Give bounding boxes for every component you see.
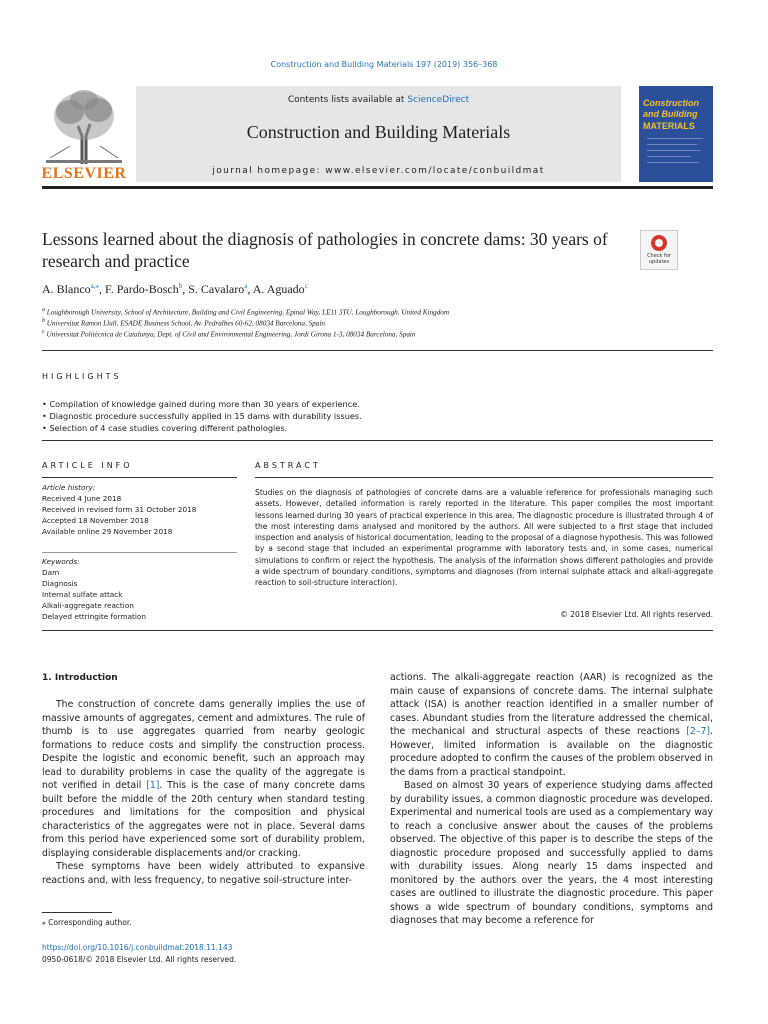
body-paragraph: These symptoms have been widely attributed to expansive reactions and, with less frequency, to negative soil-structure inter- [42,861,365,886]
history-item: Received in revised form 31 October 2018 [42,505,197,514]
contents-prefix: Contents lists available at [287,95,408,105]
affiliation-text: Loughborough University, School of Architecture, Building and Civil Engineering, Epinal Way, LE11 3TU, Loughborough, United Kingdom [46,308,450,317]
keywords-label: Keywords: [42,557,80,566]
crossmark-icon[interactable] [640,230,678,270]
body-left-column [42,698,365,887]
paragraph-text: actions. The alkali-aggregate reaction (AAR) is recognized as the main cause of expansions of concrete dams. The internal sulphate attack (ISA) is another reaction identified in a smaller number of cases. Abundant studies from the literature addressed the chemical, the mechanical and structural aspects of these reactions [390,672,713,737]
doi-link[interactable]: https://doi.org/10.1016/j.conbuildmat.2018.11.143 [42,943,233,952]
keyword-item[interactable]: Dam [42,568,60,577]
cover-line [647,156,691,157]
cover-subtitle: MATERIALS [643,121,695,131]
cover-title-line1: Construction [643,98,699,108]
affiliation-a [42,307,702,316]
author-name[interactable]: F. Pardo-Bosch [105,282,179,296]
author-affil-mark[interactable]: c [304,282,308,290]
highlight-item: • Compilation of knowledge gained during more than 30 years of experience. [42,398,702,410]
author-name[interactable]: S. Cavalaro [188,282,245,296]
body-paragraph [42,698,365,860]
affiliation-text: Universitat Politècnica de Catalunya, Dept. of Civil and Environmental Engineering, Jordi Girona 1-3, 08034 Barcelona, Spain [46,330,416,339]
footnote-rule [42,912,112,913]
paragraph-text: The construction of concrete dams generally implies the use of massive amounts of aggregates, cement and admixtures. The rule of thumb is to use aggregates quarried from nearby geologic formations to reduce costs and simplify the construction process. Despite the logistic and economic benefit, such an approach may lead to durability problems in case the quality of the aggregate is not verified in detail [42,699,365,791]
corresponding-author-note: ⁎ Corresponding author. [42,918,132,927]
author-list: A. Blanco$^{a,⁎}$, F. Pardo-Bosch$^b$, S. Cavalaro$^a$, A. Aguado$^c$ [42,282,308,296]
cover-title [643,98,711,120]
cover-line [647,150,701,151]
journal-citation[interactable]: Construction and Building Materials 197 (2019) 356–368 [270,60,498,69]
section-rule [42,630,713,631]
paragraph-text: . However, limited information is available on the diagnostic procedure adopted to confirm the causes of the problem observed in the dams from a practical standpoint. [390,726,713,778]
paragraph-text: . This is the case of many concrete dams built before the middle of the 20th century when standard testing procedures and limitations for the composition and physical characteristics of the aggregates were not in place. Several dams from this period have experienced some sort of durability problem, displaying considerable displacements and/or cracking. [42,780,365,859]
journal-name: Construction and Building Materials [246,122,511,142]
history-item: Available online 29 November 2018 [42,527,173,536]
article-title: Lessons learned about the diagnosis of pathologies in concrete dams: 30 years of research and practice [42,229,608,271]
highlights-list [42,398,702,434]
article-info-rule [42,477,237,478]
cover-line [647,144,697,145]
keywords-rule [42,552,237,553]
affiliation-b [42,318,702,327]
cover-line [647,162,699,163]
author-name[interactable]: A. Blanco [42,282,91,296]
issn-copyright: 0950-0618/© 2018 Elsevier Ltd. All rights reserved. [42,955,237,964]
keyword-item[interactable]: Alkali-aggregate reaction [42,601,134,610]
highlight-item: • Diagnostic procedure successfully applied in 15 dams with durability issues. [42,410,702,422]
reference-link[interactable]: [1] [146,780,160,791]
affiliation-text: Universitat Ramon Llull, ESADE Business School, Av. Pedralbes 60-62, 08034 Barcelona, Spain [46,319,325,328]
highlight-item: • Selection of 4 case studies covering different pathologies. [42,422,702,434]
body-paragraph [390,671,713,779]
body-paragraph: Based on almost 30 years of experience studying dams affected by durability issues, a common diagnostic procedure was developed. Experimental and numerical tools are used as a complementary way to reach a conclusive answer about the causes of the problems observed. The objective of this paper is to describe the steps of the diagnostic procedure proposed and successfully applied to dams with durability issues. Along nearly 15 dams inspected and monitored by the authors over the years, the 4 most interesting cases are outlined to illustrate the diagnostic procedure. This paper shows a wide spectrum of boundary conditions, symptoms and diagnoses that may become a reference for [390,780,713,926]
contents-available-line [136,95,621,105]
crossmark-label: Check for updates [647,253,671,265]
section-heading-introduction: 1. Introduction [42,673,118,683]
journal-cover-image[interactable] [639,86,713,182]
affiliation-mark: c [42,329,45,335]
author-affil-mark[interactable]: a [244,282,248,290]
history-label: Article history: [42,483,96,492]
cover-line [647,138,703,139]
homepage-prefix: journal homepage: [212,166,326,176]
publisher-name: ELSEVIER [41,165,127,182]
section-rule [42,350,713,351]
highlights-heading: HIGHLIGHTS [42,372,122,381]
section-rule [42,440,713,441]
cover-title-line2: and Building [643,109,698,119]
body-right-column [390,671,713,928]
keyword-item[interactable]: Diagnosis [42,579,78,588]
article-history [42,482,237,537]
affiliation-mark: a [42,307,45,313]
author-name[interactable]: A. Aguado [252,282,305,296]
keyword-item[interactable]: Internal sulfate attack [42,590,123,599]
sciencedirect-link[interactable]: ScienceDirect [407,95,470,105]
abstract-rule [255,477,713,478]
author-affil-mark[interactable]: a,⁎ [90,282,100,290]
affiliation-c [42,329,702,338]
journal-homepage [136,166,621,176]
abstract-heading: ABSTRACT [255,461,321,470]
keywords [42,556,237,622]
crossmark-inner [655,239,663,247]
reference-link[interactable]: [2–7] [686,726,711,737]
history-item: Accepted 18 November 2018 [42,516,149,525]
article-info-heading: ARTICLE INFO [42,461,133,470]
author-affil-mark[interactable]: b [178,282,183,290]
header-rule [42,186,713,189]
abstract-copyright: © 2018 Elsevier Ltd. All rights reserved. [560,610,713,619]
homepage-link[interactable]: www.elsevier.com/locate/conbuildmat [325,166,545,176]
history-item: Received 4 June 2018 [42,494,122,503]
keyword-item[interactable]: Delayed ettringite formation [42,612,147,621]
affiliation-mark: b [42,318,45,324]
abstract-text: Studies on the diagnosis of pathologies of concrete dams are a valuable reference for professionals managing such assets. However, detailed information is rarely reported in the literature. This paper compiles the most important lessons learned during 30 years of practical experience in this area. The diagnostic procedure is illustrated through 4 of the most interesting dams analysed and monitored by the authors. All were subjected to a first stage that included inspection and analysis of historical documentation, leading to the proposal of a diagnose hypothesis. This was followed by a second stage that included an experimental programme with laboratory tests and, in some cases, numerical simulations to confirm or reject the hypothesis. The analysis of the information shows different pathologies and provide a wide spectrum of boundary conditions, symptoms and diagnoses (from internal sulphate attack and alkali-aggregate reaction to soil-structure interaction). [255,488,713,588]
